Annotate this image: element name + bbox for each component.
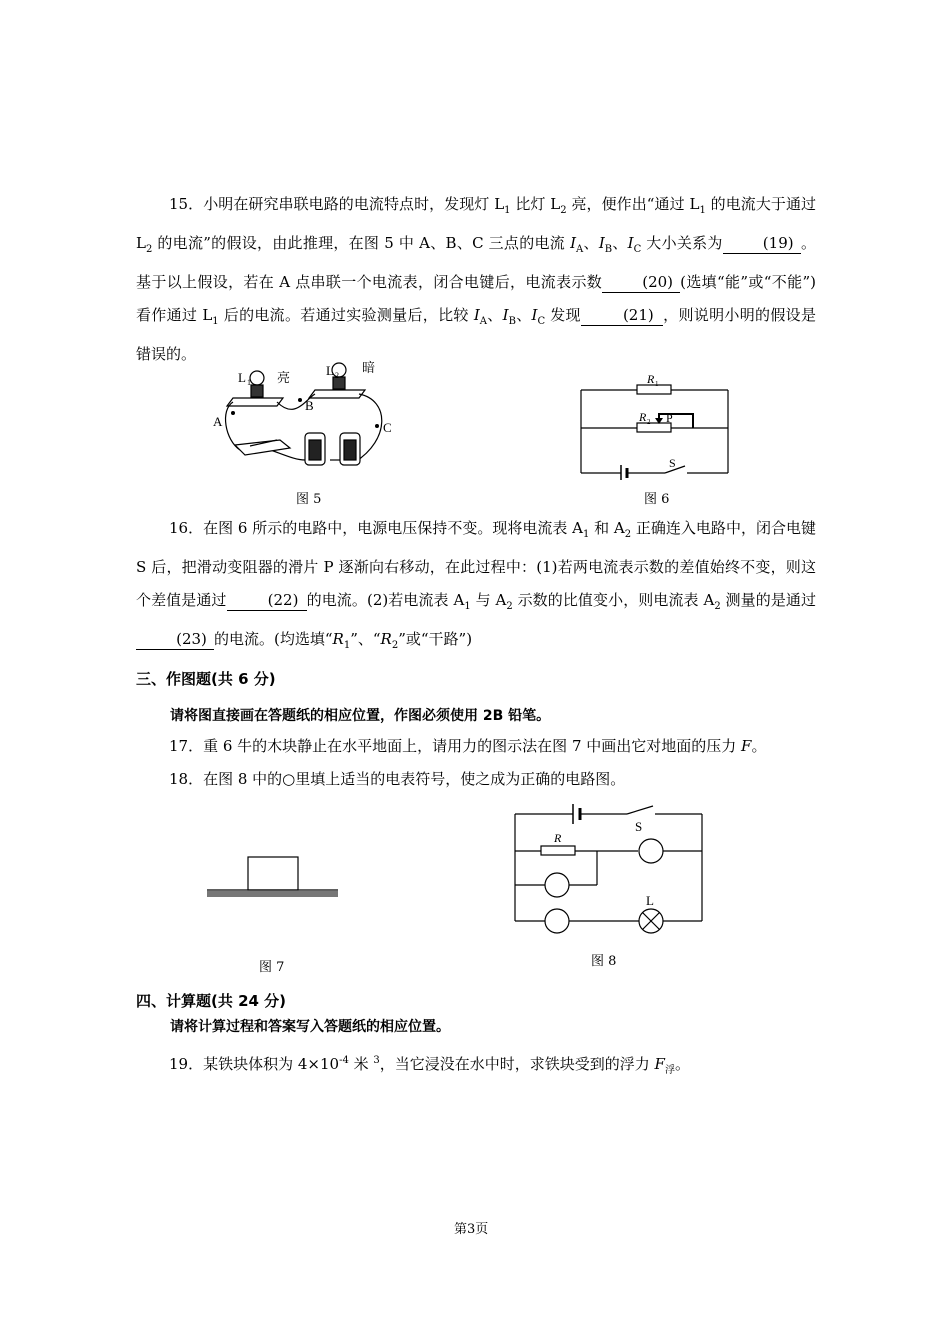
figure-6-circuit (575, 370, 735, 480)
section-4-title: 四、计算题(共 24 分) (136, 992, 287, 1010)
blank-21: (21) (581, 305, 663, 326)
figure-8-caption: 图 8 (591, 954, 617, 969)
meter-circle-2 (545, 873, 569, 897)
label-r2: R (639, 410, 647, 424)
svg-text:2: 2 (335, 371, 339, 380)
point-a-dot (231, 411, 235, 415)
label-p: P (666, 411, 673, 425)
label-s: S (669, 456, 676, 470)
label-a: A (213, 414, 223, 429)
section-4-instruction: 请将计算过程和答案写入答题纸的相应位置。 (170, 1019, 450, 1035)
label-r: R (554, 831, 562, 845)
label-l2: L (326, 363, 334, 378)
figure-7-caption: 图 7 (259, 960, 285, 975)
meter-circle-1 (639, 839, 663, 863)
question-17: 17．重 6 牛的木块静止在水平地面上，请用力的图示法在图 7 中画出它对地面的压力 F。 (169, 737, 767, 755)
label-b: B (305, 398, 314, 413)
blank-22: (22) (227, 590, 307, 611)
question-18: 18．在图 8 中的○里填上适当的电表符号，使之成为正确的电路图。 (169, 770, 626, 788)
blank-19: (19) (723, 233, 801, 254)
ground-hatching (207, 891, 338, 897)
label-r1: R (647, 372, 655, 386)
section-3-instruction: 请将图直接画在答题纸的相应位置，作图必须使用 2B 铅笔。 (170, 708, 551, 724)
label-bright: 亮 (277, 370, 291, 385)
meter-circle-3 (545, 909, 569, 933)
blank-23: (23) (136, 629, 214, 650)
figure-8-circuit (505, 800, 710, 940)
page-number: 第3页 (454, 1222, 489, 1237)
label-s: S (635, 819, 643, 834)
question-19: 19．某铁块体积为 $4\times 10^{-4}$ 米 $^3$，当它浸没在水中时，求铁块受到的浮力 $F_浮$。 (169, 1055, 690, 1076)
svg-text:2: 2 (647, 418, 651, 426)
wooden-block (248, 857, 298, 890)
section-3-title: 三、作图题(共 6 分) (136, 670, 276, 688)
figure-5-caption: 图 5 (296, 492, 322, 507)
label-l: L (646, 893, 654, 908)
figure-5-circuit (205, 360, 415, 475)
svg-text:1: 1 (247, 378, 251, 387)
figure-7-block-on-ground (205, 855, 340, 905)
question-16: 16．在图 6 所示的电路中，电源电压保持不变。现将电流表 $A_1$ 和 $A_2$ 正确连入电路中，闭合电键 S 后，把滑动变阻器的滑片 P 逐渐向右移动，在此过程中：(1)若两电流表示数的差值始终不变，则这个差值是通过 (22) 的电流。(2)若电流表 $A_1$ 与 $A_2$ 示数的比值变小，则电流表 $A_2$ 测量的是通过(23) 的电流。(均选填“$R_1$”、“$R_2$”或“干路”) (136, 519, 816, 651)
figure-6-caption: 图 6 (644, 492, 670, 507)
question-15: 15．小明在研究串联电路的电流特点时，发现灯 $L_1$ 比灯 $L_2$ 亮，便作出“通过 $L_1$ 的电流大于通过 $L_2$ 的电流”的假设，由此推理，在图 5 中 A、B、C 三点的电流 $I_A$、$I_B$、$I_C$ 大小关系为 (19) 。基于以上假设，若在 A 点串联一个电流表，闭合电键后，电流表示数 (20) (选填“能”或“不能”)看作通过 $L_1$ 后的电流。若通过实验测量后，比较 $I_A$、$I_B$、$I_C$ 发现 (21) ，则说明小明的假设是错误的。 (136, 195, 817, 363)
label-c: C (383, 420, 392, 435)
point-b-dot (298, 398, 302, 402)
blank-20: (20) (602, 272, 680, 293)
point-c-dot (375, 424, 379, 428)
label-l1: L (238, 370, 246, 385)
label-dark: 暗 (362, 360, 376, 375)
svg-text:1: 1 (655, 380, 659, 388)
